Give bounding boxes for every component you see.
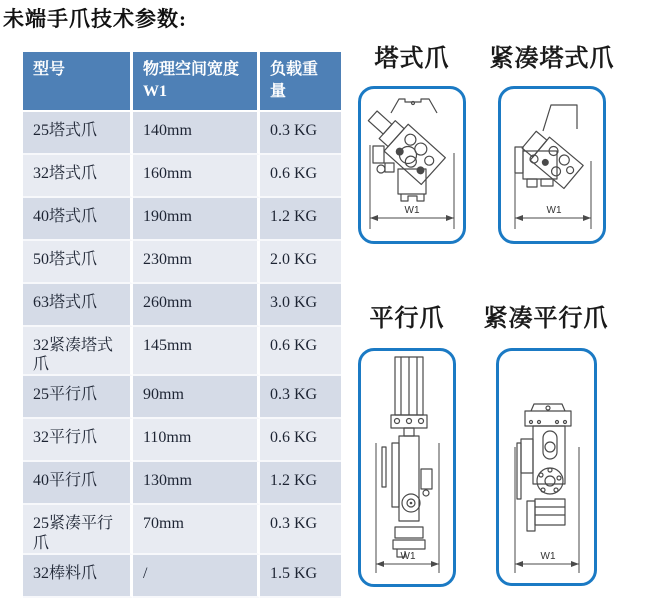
cell-model: 25塔式爪 xyxy=(23,112,133,155)
diagram-card-compact-tower-claw xyxy=(498,86,606,244)
cell-load: 1.2 KG xyxy=(260,462,341,505)
cell-load: 0.6 KG xyxy=(260,155,341,198)
cell-width: 145mm xyxy=(133,327,260,376)
cell-width: / xyxy=(133,555,260,598)
cell-load: 0.6 KG xyxy=(260,419,341,462)
cell-width: 70mm xyxy=(133,505,260,554)
cell-width: 230mm xyxy=(133,241,260,284)
cell-load: 0.3 KG xyxy=(260,505,341,554)
table-row xyxy=(23,198,341,241)
tower-claw-drawing xyxy=(361,89,463,241)
cell-width: 110mm xyxy=(133,419,260,462)
cell-width: 140mm xyxy=(133,112,260,155)
cell-model: 32平行爪 xyxy=(23,419,133,462)
dimension-w1-label: W1 xyxy=(546,205,562,216)
table-header-row xyxy=(23,52,341,112)
cell-load: 2.0 KG xyxy=(260,241,341,284)
cell-model: 25紧凑平行爪 xyxy=(23,505,133,554)
table-row xyxy=(23,155,341,198)
header-load: 负载重量 xyxy=(260,52,341,112)
table-row xyxy=(23,284,341,327)
cell-load: 1.2 KG xyxy=(260,198,341,241)
cell-load: 1.5 KG xyxy=(260,555,341,598)
cell-model: 50塔式爪 xyxy=(23,241,133,284)
cell-model: 25平行爪 xyxy=(23,376,133,419)
dimension-w1-label: W1 xyxy=(400,551,416,562)
cell-model: 63塔式爪 xyxy=(23,284,133,327)
table-row xyxy=(23,376,341,419)
cell-model: 32紧凑塔式爪 xyxy=(23,327,133,376)
compact-tower-claw-drawing xyxy=(501,89,603,241)
header-width: 物理空间宽度W1 xyxy=(133,52,260,112)
cell-model: 40平行爪 xyxy=(23,462,133,505)
table-row xyxy=(23,555,341,598)
cell-width: 130mm xyxy=(133,462,260,505)
table-row xyxy=(23,505,341,554)
parallel-claw-drawing xyxy=(361,351,453,584)
table-row xyxy=(23,112,341,155)
cell-load: 0.3 KG xyxy=(260,376,341,419)
spec-table-body xyxy=(23,112,341,598)
label-tower-claw: 塔式爪 xyxy=(374,46,450,72)
spec-table-head xyxy=(23,52,341,112)
dimension-w1-label: W1 xyxy=(540,551,556,562)
cell-width: 90mm xyxy=(133,376,260,419)
table-row xyxy=(23,419,341,462)
label-compact-parallel-claw: 紧凑平行爪 xyxy=(483,306,609,332)
diagram-card-parallel-claw xyxy=(358,348,456,587)
label-parallel-claw: 平行爪 xyxy=(369,306,445,332)
cell-width: 260mm xyxy=(133,284,260,327)
table-row xyxy=(23,241,341,284)
page-title: 未端手爪技术参数: xyxy=(3,7,187,31)
cell-load: 0.6 KG xyxy=(260,327,341,376)
diagram-card-tower-claw xyxy=(358,86,466,244)
diagram-card-compact-parallel-claw xyxy=(496,348,597,586)
cell-model: 32棒料爪 xyxy=(23,555,133,598)
spec-table xyxy=(23,52,341,598)
table-row xyxy=(23,462,341,505)
cell-width: 190mm xyxy=(133,198,260,241)
cell-load: 0.3 KG xyxy=(260,112,341,155)
cell-model: 32塔式爪 xyxy=(23,155,133,198)
dimension-w1-label: W1 xyxy=(404,205,420,216)
cell-width: 160mm xyxy=(133,155,260,198)
cell-model: 40塔式爪 xyxy=(23,198,133,241)
header-model: 型号 xyxy=(23,52,133,112)
table-row xyxy=(23,327,341,376)
label-compact-tower-claw: 紧凑塔式爪 xyxy=(489,46,615,72)
cell-load: 3.0 KG xyxy=(260,284,341,327)
compact-parallel-claw-drawing xyxy=(499,351,594,583)
